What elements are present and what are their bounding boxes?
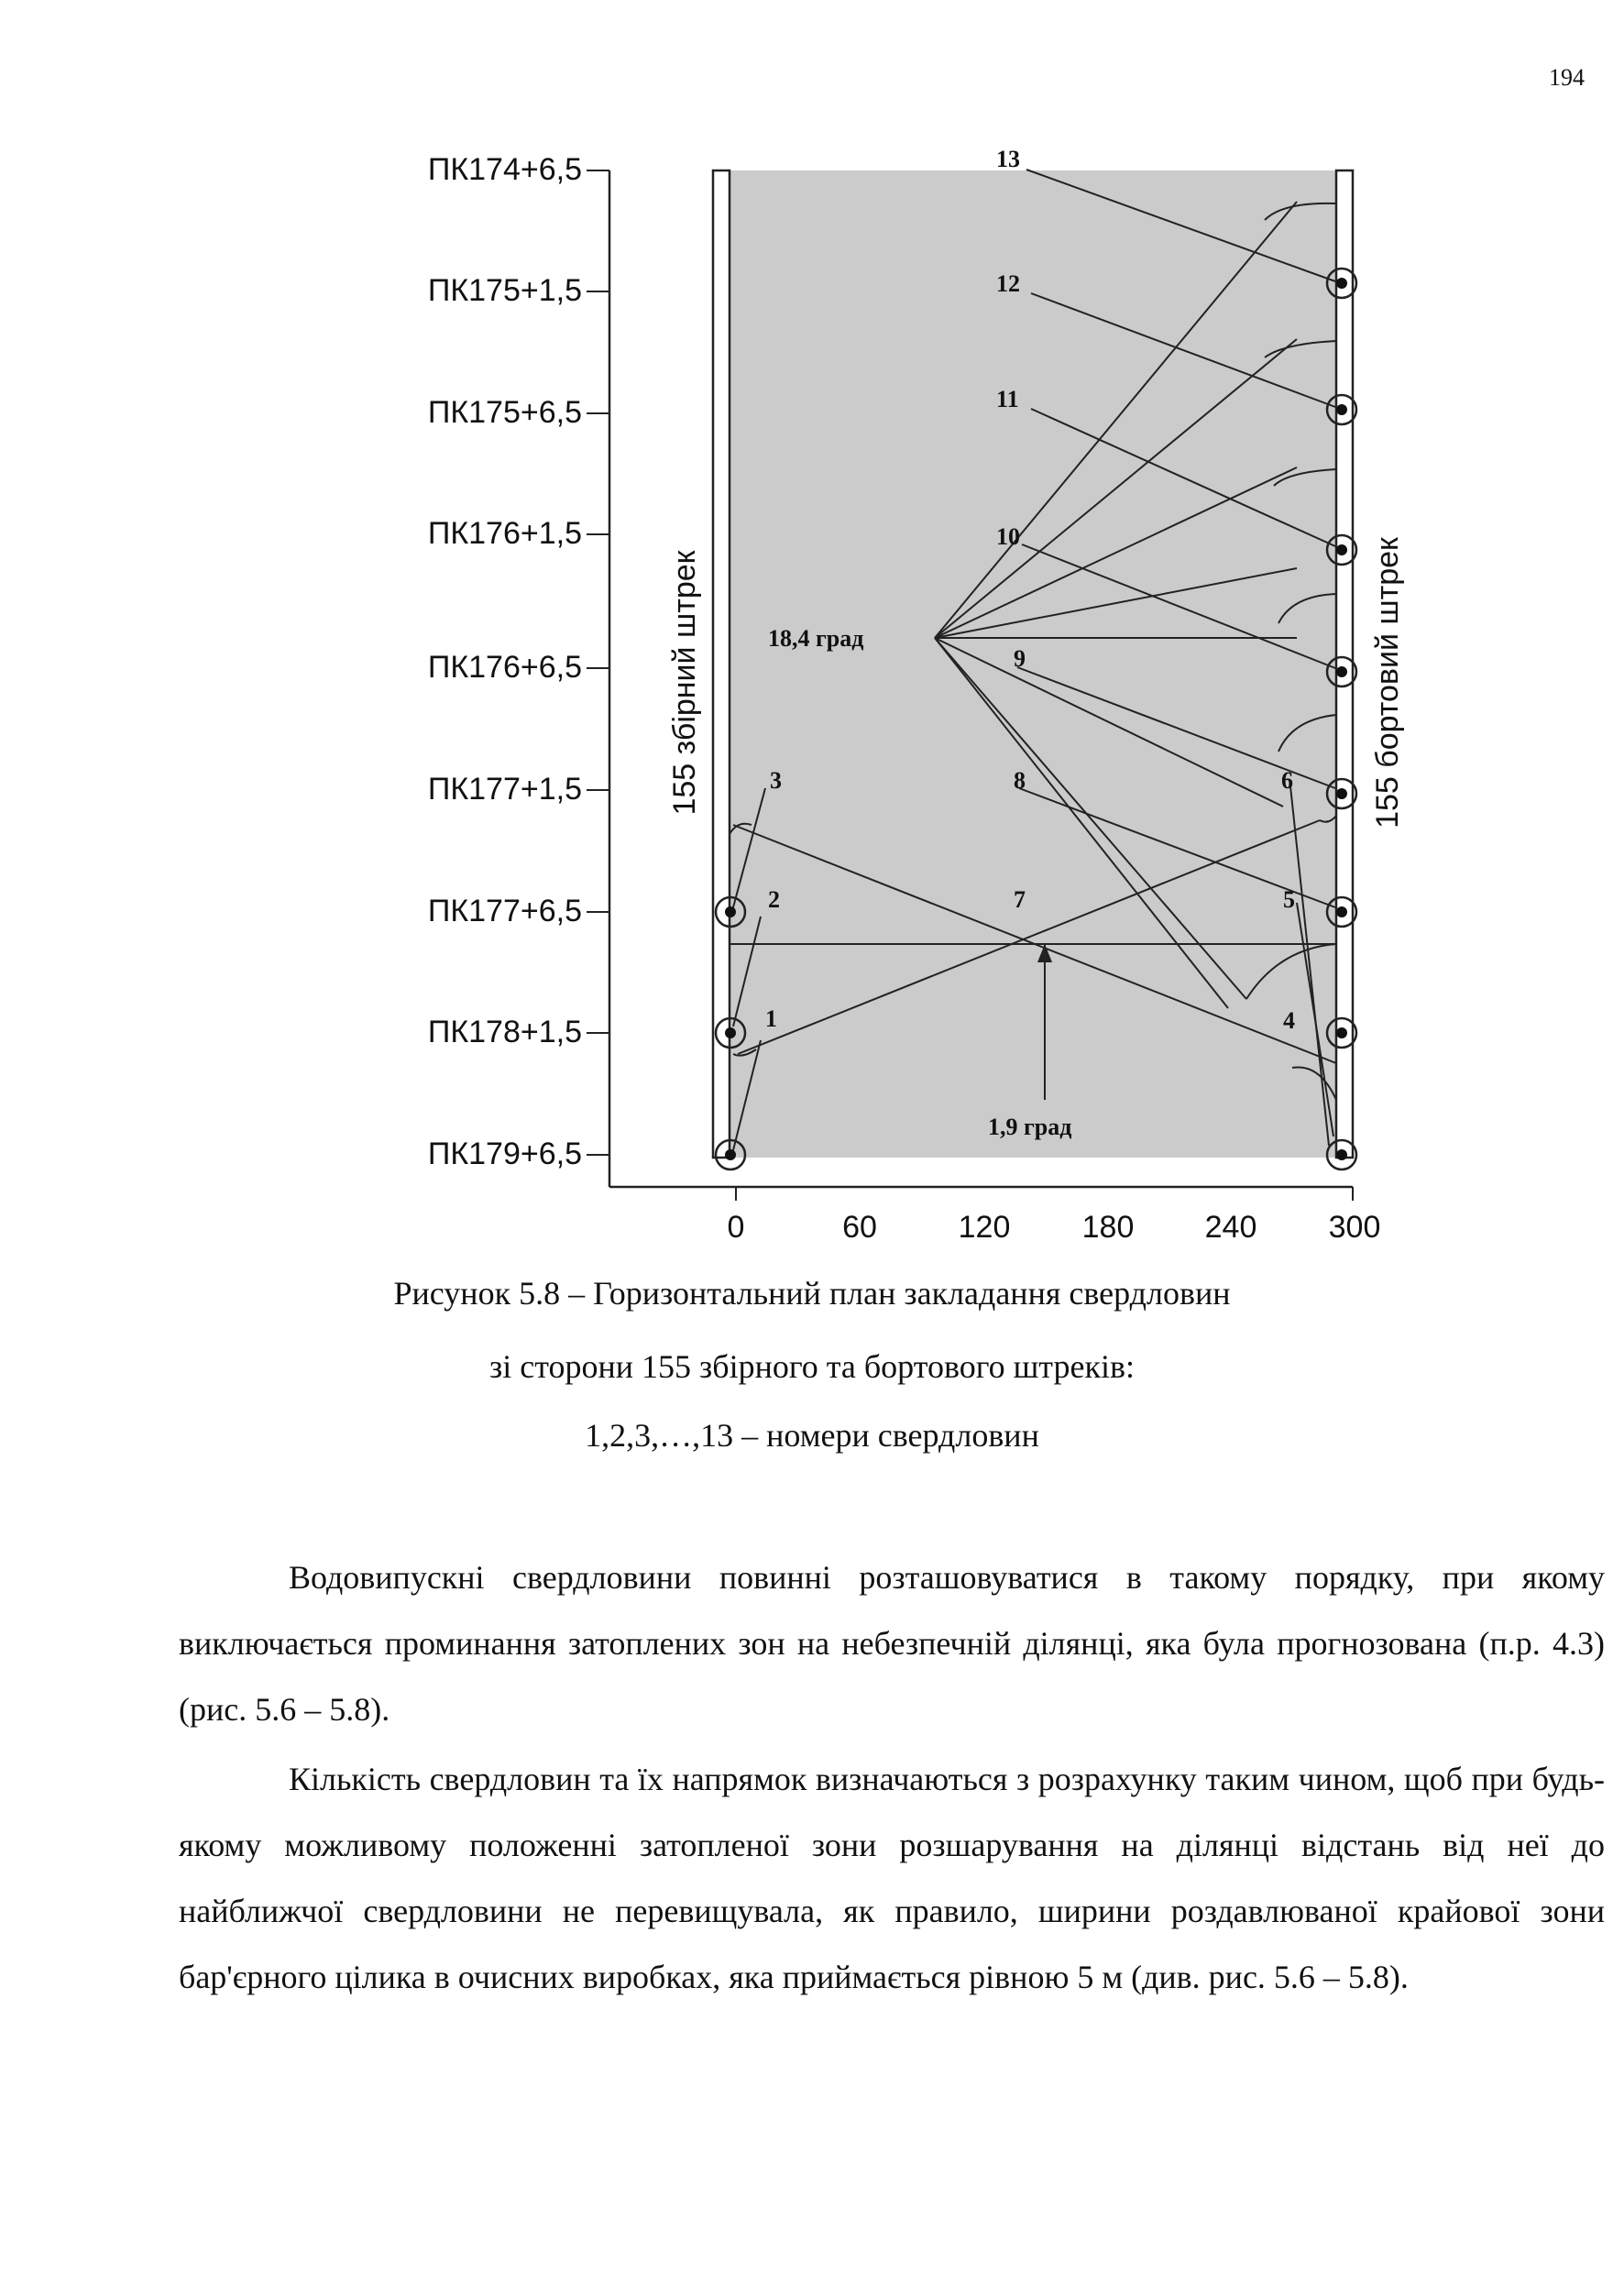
borehole-number-7: 7 — [1014, 886, 1026, 913]
borehole-number-12: 12 — [996, 270, 1020, 297]
borehole-marker-dot — [725, 1149, 736, 1160]
y-tick-label: ПК175+1,5 — [427, 273, 582, 308]
x-tick-label: 300 — [1328, 1210, 1381, 1245]
borehole-number-6: 6 — [1281, 767, 1293, 794]
borehole-number-10: 10 — [996, 523, 1020, 550]
borehole-marker-dot — [1336, 666, 1347, 677]
right-drift-band — [1336, 170, 1353, 1158]
borehole-number-8: 8 — [1014, 767, 1026, 794]
y-tick-label: ПК176+1,5 — [427, 516, 582, 551]
borehole-marker-dot — [725, 1027, 736, 1038]
x-tick-label: 0 — [727, 1210, 745, 1245]
borehole-marker-dot — [1336, 544, 1347, 555]
x-tick-label: 180 — [1081, 1210, 1135, 1245]
left-drift-band — [713, 170, 730, 1158]
borehole-number-13: 13 — [996, 146, 1020, 172]
borehole-number-4: 4 — [1283, 1007, 1295, 1034]
x-axis-ticks — [728, 1187, 1381, 1245]
angle-label-18-4: 18,4 град — [768, 625, 864, 652]
y-tick-label: ПК174+6,5 — [427, 152, 582, 187]
borehole-marker-dot — [1336, 278, 1347, 289]
borehole-number-1: 1 — [765, 1005, 777, 1032]
y-tick-label: ПК179+6,5 — [427, 1136, 582, 1171]
x-tick-label: 120 — [958, 1210, 1011, 1245]
figure-caption-line-2: зі сторони 155 збірного та бортового штреків: — [489, 1348, 1135, 1385]
borehole-marker-dot — [1336, 1149, 1347, 1160]
borehole-number-11: 11 — [996, 386, 1019, 412]
figure-caption-line-3: 1,2,3,…,13 – номери свердловин — [585, 1417, 1039, 1454]
y-tick-label: ПК176+6,5 — [427, 650, 582, 685]
y-tick-label: ПК177+1,5 — [427, 772, 582, 807]
left-drift-label: 155 збірний штрек — [667, 550, 702, 816]
borehole-number-9: 9 — [1014, 645, 1026, 672]
body-paragraph-1: Водовипускні свердловини повинні розташовуватися в такому порядку, при якому виключається проминання затоплених зон на небезпечній ділянці, яка була прогнозована (п.р. 4.3) (рис. 5.6 – 5.8). — [179, 1559, 1605, 1728]
y-axis-ticks — [428, 152, 609, 1171]
figure-caption-line-1: Рисунок 5.8 – Горизонтальний план закладання свердловин — [393, 1275, 1231, 1312]
page-number: 194 — [1549, 64, 1585, 91]
borehole-marker-dot — [1336, 404, 1347, 415]
x-tick-label: 60 — [842, 1210, 877, 1245]
borehole-number-5: 5 — [1283, 886, 1295, 913]
borehole-marker-dot — [1336, 788, 1347, 799]
y-tick-label: ПК178+1,5 — [427, 1015, 582, 1049]
right-drift-label: 155 бортовий штрек — [1370, 537, 1405, 829]
y-tick-label: ПК175+6,5 — [427, 395, 582, 430]
shaded-zone — [730, 170, 1336, 1158]
borehole-marker-dot — [1336, 906, 1347, 917]
y-tick-label: ПК177+6,5 — [427, 894, 582, 928]
x-tick-label: 240 — [1204, 1210, 1257, 1245]
borehole-number-2: 2 — [768, 886, 780, 913]
borehole-number-3: 3 — [770, 767, 782, 794]
angle-label-1-9: 1,9 град — [988, 1114, 1072, 1140]
borehole-marker-dot — [1336, 1027, 1347, 1038]
body-paragraph-2: Кількість свердловин та їх напрямок визначаються з розрахунку таким чином, щоб при будь-якому можливому положенні затопленої зони розшарування на ділянці відстань від неї до найближчої свердловини не перевищувала, як правило, ширини роздавлюваної крайової зони бар'єрного цілика в очисних виробках, яка приймається рівною 5 м (див. рис. 5.6 – 5.8). — [179, 1761, 1605, 1995]
borehole-marker-dot — [725, 906, 736, 917]
